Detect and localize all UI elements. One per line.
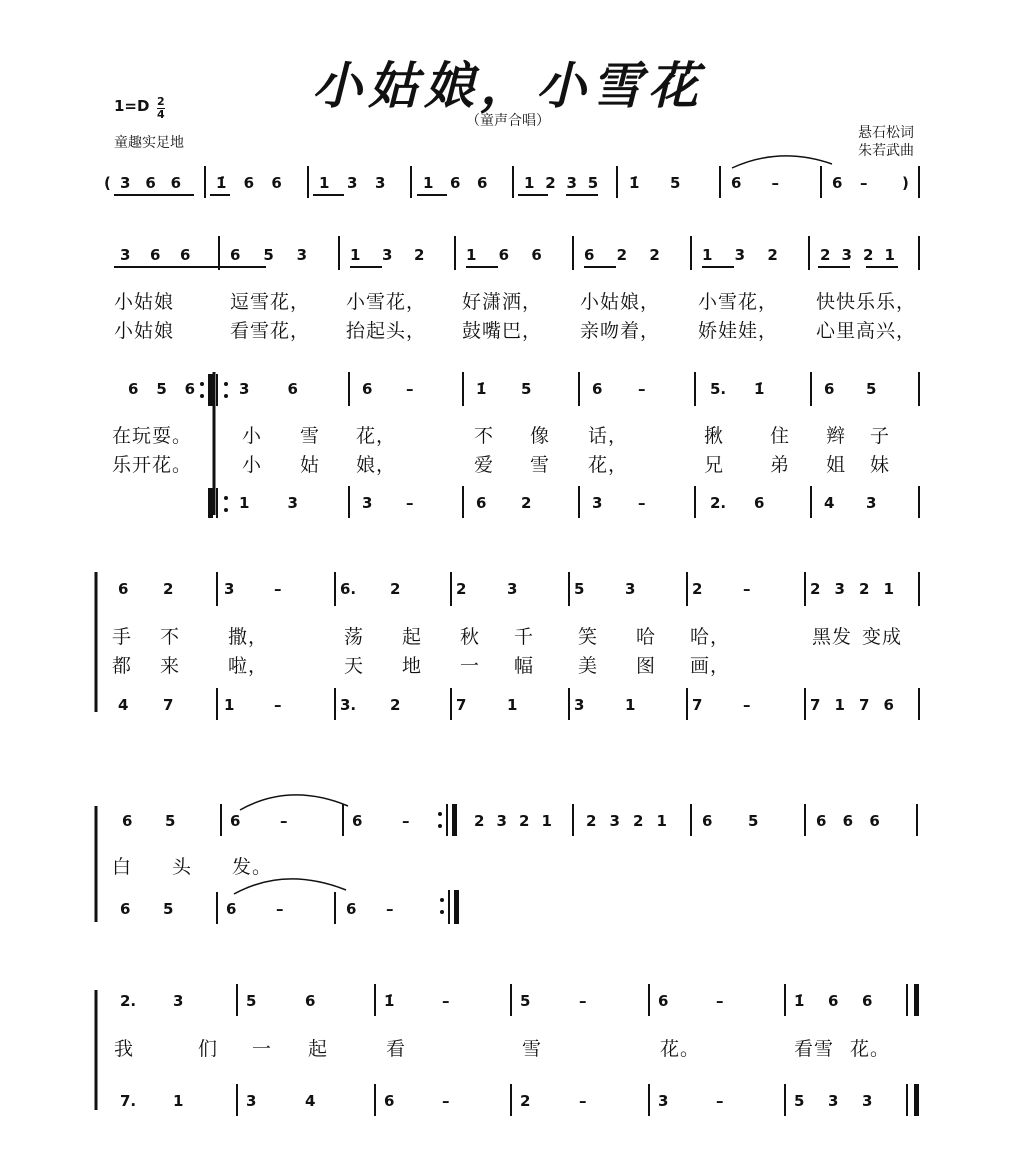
line1-measure-3-note: 2: [414, 246, 425, 264]
line4-upper-measure-3-note: 6: [352, 812, 363, 830]
line2-lower-measure-4-note: 3: [592, 494, 603, 512]
line5-lower-measure-6-note: 5: [794, 1092, 805, 1110]
line1-measure-2-note: 3: [296, 246, 308, 264]
line5-upper-measure-5-note: –: [716, 992, 724, 1010]
line5-lower-measure-4-note: –: [579, 1092, 587, 1110]
intro-measure-8-note: 6: [832, 174, 843, 192]
line2-verse1-lyric: 小: [242, 425, 263, 447]
line3-upper-measure-7-note: 3: [834, 580, 845, 598]
line2-verse1-lyric: 辫: [826, 425, 847, 447]
line1-measure-6-note: 1: [702, 246, 713, 264]
line3-verse2-lyric: 地: [402, 655, 423, 677]
line3-verse2-lyric: 天: [344, 655, 365, 677]
line1-measure-6-note: 2: [767, 246, 778, 264]
line5-upper-measure-2-note: 5: [246, 992, 257, 1010]
line4-upper-measure-7-note: 6: [869, 812, 880, 830]
intro-measure-6-note: 5: [670, 174, 681, 192]
line4-upper-measure-4-note: 2: [474, 812, 485, 830]
line1-measure-2-note: 5: [263, 246, 274, 264]
intro-measure-3-note: 3: [347, 174, 358, 192]
line5-lower-measure-2-note: 4: [305, 1092, 316, 1110]
line2-lower-measure-1-note: 3: [287, 494, 298, 512]
line3-upper-measure-2-note: –: [274, 580, 282, 598]
line2-lower-measure-1-note: 1: [239, 494, 250, 512]
line1-verse1-lyric: 快快乐乐，: [816, 291, 917, 313]
intro-measure-5-note: 5: [587, 174, 599, 192]
line4-upper-measure-1-note: 6: [122, 812, 133, 830]
line2-upper-measure-5-note: 6: [592, 380, 603, 398]
line3-verse1-lyric: 变成: [862, 626, 903, 648]
intro-measure-1-note: 6: [170, 174, 182, 192]
tempo-marking: 童趣实足地: [114, 135, 184, 151]
line4-upper-measure-7-note: 6: [842, 812, 854, 830]
line3-lower-measure-7-note: 6: [883, 696, 894, 714]
line4-upper-measure-7-note: 6: [816, 812, 827, 830]
line2-verse1-lyric: 话，: [588, 425, 629, 447]
line1-measure-3-note: 1: [350, 246, 361, 264]
line3-verse2-lyric: 美: [578, 655, 599, 677]
line2-lower-measure-5-note: 6: [754, 494, 765, 512]
line5-upper-measure-6-note: 6: [828, 992, 839, 1010]
line2-upper-measure-7-note: 6: [824, 380, 835, 398]
line2-verse1-lyric: 在玩耍。: [112, 425, 193, 447]
line2-verse2-lyric: 小: [242, 454, 263, 476]
intro-measure-8-note: –: [860, 174, 868, 192]
line2-upper-measure-3-note: –: [406, 380, 414, 398]
line3-lower-measure-2-note: –: [274, 696, 282, 714]
intro-measure-2-note: 6: [243, 174, 255, 192]
key-signature: 1=D: [114, 97, 150, 115]
line3-lower-measure-6-note: 7: [692, 696, 703, 714]
meter-bottom: 4: [157, 108, 165, 121]
line2-verse1-lyric: 像: [530, 425, 551, 447]
line1-measure-1-note: 6: [150, 246, 161, 264]
line3-upper-measure-7-note: 2: [859, 580, 870, 598]
line3-lower-measure-3-note: 3.: [340, 696, 357, 714]
line3-lower-measure-7-note: 7: [810, 696, 821, 714]
meter-top: 2: [157, 95, 165, 108]
line1-verse1-lyric: 小姑娘: [114, 291, 175, 313]
line2-verse1-lyric: 花，: [356, 425, 397, 447]
line5-lower-measure-1-note: 1: [173, 1092, 184, 1110]
line2-verse1-lyric: 揪: [704, 425, 725, 447]
line5-verse1-lyric: 雪: [522, 1038, 543, 1060]
line5-upper-measure-1-note: 2.: [120, 992, 137, 1010]
line3-upper-measure-6-note: –: [743, 580, 751, 598]
intro-measure-7-note: –: [771, 174, 779, 192]
line3-verse1-lyric: 千: [514, 626, 535, 648]
line2-verse1-lyric: 不: [474, 425, 495, 447]
intro-slur: [732, 156, 832, 168]
line4-lower-measure-3-note: 6: [346, 900, 357, 918]
line3-verse1-lyric: 手: [112, 626, 133, 648]
line3-upper-measure-3-note: 6.: [340, 580, 357, 598]
line2-upper-measure-1-note: 6: [128, 380, 139, 398]
line1-measure-4-note: 6: [498, 246, 510, 264]
line2-lower-measure-4-note: –: [638, 494, 646, 512]
line3-upper-measure-5-note: 3: [625, 580, 636, 598]
line1-measure-4-note: 6: [531, 246, 542, 264]
line4-upper-slur: [240, 795, 348, 810]
line4-upper-measure-4-note: 1: [541, 812, 552, 830]
line3-verse2-lyric: 画，: [690, 655, 731, 677]
line2-upper-measure-5-note: –: [638, 380, 646, 398]
line5-verse1-lyric: 我: [114, 1038, 135, 1060]
line1-verse2-lyric: 娇娃娃，: [698, 320, 779, 342]
line3-verse1-lyric: 哈: [636, 626, 657, 648]
line3-upper-measure-7-note: 1: [883, 580, 894, 598]
line1-measure-1-note: 3: [120, 246, 131, 264]
line3-verse1-lyric: 秋: [460, 626, 481, 648]
line4-upper-measure-5-note: 3: [609, 812, 620, 830]
line1-verse1-lyric: 逗雪花，: [230, 291, 311, 313]
line3-upper-measure-5-note: 5: [574, 580, 585, 598]
line2-verse2-lyric: 爱: [474, 454, 495, 476]
intro-measure-3-note: 3: [375, 174, 386, 192]
line2-lower-measure-3-note: 2: [521, 494, 532, 512]
line3-lower-measure-5-note: 3: [574, 696, 585, 714]
line5-lower-measure-3-note: 6: [384, 1092, 395, 1110]
lyricist-credit: 悬石松词: [858, 125, 914, 141]
line2-upper-measure-2-note: 3: [239, 380, 250, 398]
line1-verse1-lyric: 小雪花，: [346, 291, 427, 313]
line3-verse1-lyric: 撒，: [228, 626, 269, 648]
line3-upper-measure-2-note: 3: [224, 580, 235, 598]
line4-upper-measure-5-note: 1: [656, 812, 667, 830]
line5-upper-measure-4-note: 5: [520, 992, 531, 1010]
line1-verse1-lyric: 好潇洒，: [462, 291, 543, 313]
line2-verse2-lyric: 雪: [530, 454, 551, 476]
line4-upper-measure-6-note: 6: [702, 812, 713, 830]
line1-verse1-lyric: 小姑娘，: [580, 291, 661, 313]
line3-upper-measure-7-note: 2: [810, 580, 821, 598]
line5-verse1-lyric: 看: [386, 1038, 407, 1060]
line4-verse1-lyric: 头: [172, 856, 193, 878]
line4-upper-measure-2-note: 6: [230, 812, 241, 830]
intro-close-paren: ): [902, 174, 909, 192]
line4-lower-measure-3-note: –: [386, 900, 394, 918]
line3-lower-measure-4-note: 7: [456, 696, 467, 714]
line5-upper-measure-1-note: 3: [173, 992, 184, 1010]
line2-upper-measure-6-note: 1̇: [754, 380, 765, 398]
line2-lower-measure-3-note: 6: [476, 494, 487, 512]
composer-credit: 朱若武曲: [858, 143, 914, 159]
line4-lower-measure-1-note: 6: [120, 900, 131, 918]
intro-measure-5-note: 2: [545, 174, 556, 192]
line3-verse1-lyric: 起: [402, 626, 423, 648]
line5-lower-measure-5-note: –: [716, 1092, 724, 1110]
line2-verse2-lyric: 花，: [588, 454, 629, 476]
line4-verse1-lyric: 发。: [232, 856, 273, 878]
line5-upper-measure-2-note: 6: [305, 992, 316, 1010]
line4-upper-measure-1-note: 5: [165, 812, 176, 830]
line2-upper-measure-4-note: 1̇: [476, 380, 487, 398]
line4-upper-measure-5-note: 2: [633, 812, 644, 830]
line2-upper-measure-6-note: 5.: [710, 380, 727, 398]
line4-upper-measure-6-note: 5: [748, 812, 759, 830]
line1-verse2-lyric: 鼓嘴巴，: [462, 320, 543, 342]
line2-verse1-lyric: 子: [870, 425, 891, 447]
line4-upper-measure-5-note: 2: [586, 812, 597, 830]
intro-measure-4-note: 1: [423, 174, 434, 192]
intro-measure-7-note: 6: [731, 174, 742, 192]
intro-measure-1-note: 3: [120, 174, 131, 192]
line3-verse2-lyric: 啦，: [228, 655, 269, 677]
line5-lower-measure-3-note: –: [442, 1092, 450, 1110]
line3-verse1-lyric: 黑发: [812, 626, 853, 648]
line2-upper-measure-1-note: 6: [184, 380, 196, 398]
line2-upper-measure-1-note: 5: [156, 380, 167, 398]
line5-upper-measure-6-note: 6: [862, 992, 873, 1010]
line2-verse2-lyric: 乐开花。: [112, 454, 193, 476]
line1-measure-6-note: 3: [734, 246, 746, 264]
line3-lower-measure-2-note: 1: [224, 696, 235, 714]
intro-measure-2-note: 1̇: [216, 174, 227, 192]
line5-lower-measure-1-note: 7.: [120, 1092, 137, 1110]
line4-lower-slur: [234, 879, 346, 894]
line1-measure-7-note: 3: [841, 246, 852, 264]
line3-verse2-lyric: 幅: [514, 655, 535, 677]
line5-lower-measure-5-note: 3: [658, 1092, 669, 1110]
line3-verse1-lyric: 荡: [344, 626, 365, 648]
line3-verse1-lyric: 不: [160, 626, 181, 648]
line3-lower-measure-7-note: 7: [859, 696, 870, 714]
line5-upper-measure-6-note: 1̇: [794, 992, 805, 1010]
line3-verse2-lyric: 一: [460, 655, 481, 677]
intro-measure-4-note: 6: [450, 174, 461, 192]
line3-verse2-lyric: 来: [160, 655, 181, 677]
line3-verse1-lyric: 哈，: [690, 626, 731, 648]
line1-measure-7-note: 2: [820, 246, 831, 264]
line3-upper-measure-4-note: 3: [507, 580, 518, 598]
line3-upper-measure-6-note: 2: [692, 580, 703, 598]
line1-verse2-lyric: 抬起头，: [346, 320, 427, 342]
line1-measure-1-note: 6: [180, 246, 191, 264]
line1-measure-4-note: 1: [466, 246, 477, 264]
line3-verse2-lyric: 都: [112, 655, 133, 677]
line5-verse1-lyric: 起: [308, 1038, 329, 1060]
line4-lower-measure-1-note: 5: [163, 900, 174, 918]
intro-measure-3-note: 1: [319, 174, 330, 192]
line1-verse1-lyric: 小雪花，: [698, 291, 779, 313]
line2-lower-measure-6-note: 4: [824, 494, 835, 512]
song-subtitle: （童声合唱）: [466, 113, 550, 129]
line1-verse2-lyric: 小姑娘: [114, 320, 175, 342]
line1-measure-7-note: 1: [884, 246, 895, 264]
line4-upper-measure-2-note: –: [280, 812, 288, 830]
line2-verse1-lyric: 雪: [300, 425, 321, 447]
line1-measure-3-note: 3: [382, 246, 393, 264]
line1-measure-5-note: 6: [584, 246, 595, 264]
line1-verse2-lyric: 看雪花，: [230, 320, 311, 342]
line4-verse1-lyric: 白: [112, 856, 133, 878]
intro-measure-5-note: 3: [566, 174, 577, 192]
line4-upper-measure-4-note: 3: [496, 812, 507, 830]
line2-verse2-lyric: 娘，: [356, 454, 397, 476]
line2-lower-measure-6-note: 3: [866, 494, 877, 512]
line5-verse1-lyric: 花。: [850, 1038, 891, 1060]
song-title: 小姑娘，小雪花: [312, 56, 704, 115]
line3-upper-measure-1-note: 2: [163, 580, 174, 598]
line3-lower-measure-7-note: 1: [834, 696, 845, 714]
line3-upper-measure-4-note: 2: [456, 580, 467, 598]
line5-upper-measure-5-note: 6: [658, 992, 669, 1010]
line3-verse2-lyric: 图: [636, 655, 657, 677]
intro-measure-4-note: 6: [477, 174, 488, 192]
line5-lower-measure-6-note: 3: [828, 1092, 839, 1110]
line2-verse2-lyric: 兄: [704, 454, 725, 476]
line3-verse1-lyric: 笑: [578, 626, 599, 648]
line5-lower-measure-6-note: 3: [862, 1092, 873, 1110]
line1-verse2-lyric: 亲吻着，: [580, 320, 661, 342]
line3-lower-measure-1-note: 4: [118, 696, 129, 714]
intro-measure-2-note: 6: [271, 174, 282, 192]
line1-measure-5-note: 2: [616, 246, 628, 264]
line5-verse1-lyric: 花。: [660, 1038, 701, 1060]
line5-verse1-lyric: 一: [252, 1038, 273, 1060]
line5-upper-measure-3-note: 1̇: [384, 992, 395, 1010]
line5-verse1-lyric: 看雪: [794, 1038, 835, 1060]
line4-upper-measure-4-note: 2: [519, 812, 530, 830]
line5-lower-measure-4-note: 2: [520, 1092, 531, 1110]
line2-upper-measure-2-note: 6: [287, 380, 298, 398]
line5-verse1-lyric: 们: [198, 1038, 219, 1060]
line2-lower-measure-2-note: 3: [362, 494, 373, 512]
line2-upper-measure-4-note: 5: [521, 380, 532, 398]
line5-lower-measure-2-note: 3: [246, 1092, 257, 1110]
line2-upper-measure-7-note: 5: [866, 380, 877, 398]
line2-upper-measure-3-note: 6: [362, 380, 373, 398]
line4-lower-measure-2-note: –: [276, 900, 284, 918]
line5-upper-measure-4-note: –: [579, 992, 587, 1010]
line2-verse2-lyric: 妹: [870, 454, 891, 476]
line4-lower-measure-2-note: 6: [226, 900, 237, 918]
line2-verse2-lyric: 姑: [300, 454, 321, 476]
line3-lower-measure-3-note: 2: [390, 696, 401, 714]
line1-verse2-lyric: 心里高兴，: [816, 320, 917, 342]
line2-verse2-lyric: 姐: [826, 454, 847, 476]
line4-upper-measure-3-note: –: [402, 812, 410, 830]
line2-verse1-lyric: 住: [770, 425, 791, 447]
line3-lower-measure-4-note: 1: [507, 696, 518, 714]
line5-upper-measure-3-note: –: [442, 992, 450, 1010]
line3-lower-measure-6-note: –: [743, 696, 751, 714]
line3-lower-measure-1-note: 7: [163, 696, 174, 714]
line2-lower-measure-2-note: –: [406, 494, 414, 512]
line3-lower-measure-5-note: 1: [625, 696, 636, 714]
line3-upper-measure-3-note: 2: [390, 580, 401, 598]
line3-upper-measure-1-note: 6: [118, 580, 129, 598]
line1-measure-5-note: 2: [649, 246, 660, 264]
intro-measure-6-note: 1̇: [629, 174, 640, 192]
intro-open-paren: (: [104, 174, 111, 192]
line1-measure-7-note: 2: [863, 246, 874, 264]
line2-lower-measure-5-note: 2.: [710, 494, 727, 512]
line2-verse2-lyric: 弟: [770, 454, 791, 476]
intro-measure-1-note: 6: [145, 174, 156, 192]
line1-measure-2-note: 6: [230, 246, 241, 264]
intro-measure-5-note: 1: [524, 174, 535, 192]
